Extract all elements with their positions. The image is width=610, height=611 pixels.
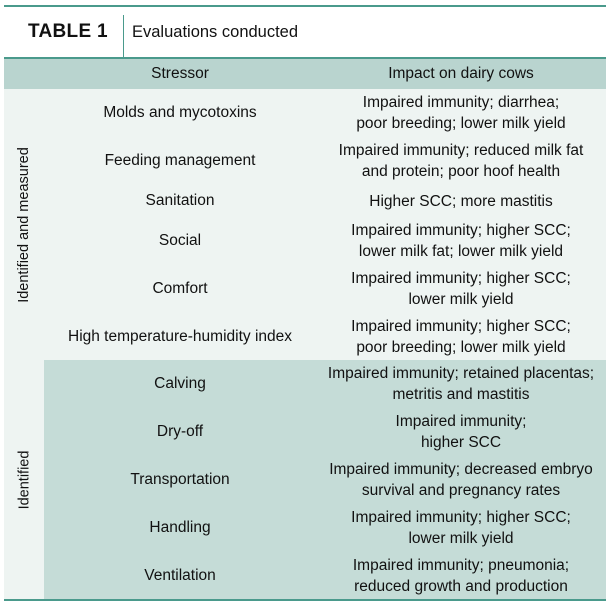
impact-line: survival and pregnancy rates	[361, 482, 561, 499]
impact-line: Impaired immunity; reduced milk fat	[338, 142, 584, 159]
table-row	[44, 137, 606, 185]
table-row	[44, 456, 606, 504]
stressor-cell: Social	[158, 232, 202, 249]
table-row	[44, 552, 606, 599]
impact-cell	[316, 411, 606, 453]
impact-cell	[316, 220, 606, 262]
impact-line: lower milk yield	[408, 291, 514, 308]
stressor-cell: Handling	[149, 519, 211, 536]
impact-line: Impaired immunity; higher SCC;	[351, 270, 571, 287]
impact-line: and protein; poor hoof health	[361, 163, 561, 180]
group-label	[4, 89, 44, 360]
group-identified-and-measured	[4, 89, 606, 360]
table-row	[44, 313, 606, 360]
stressor-cell: Dry-off	[156, 423, 204, 440]
impact-cell	[316, 140, 606, 182]
impact-cell	[316, 92, 606, 134]
impact-line: Impaired immunity; higher SCC;	[351, 509, 571, 526]
impact-line: Impaired immunity; retained placentas;	[327, 365, 595, 382]
stressor-cell: Comfort	[152, 280, 208, 297]
table-row	[44, 360, 606, 408]
stressor-cell: High temperature-humidity index	[68, 327, 292, 345]
group-label-text: Identified and measured	[16, 146, 33, 303]
impact-cell	[316, 459, 606, 501]
group-label	[4, 360, 44, 599]
header-impact: Impact on dairy cows	[388, 65, 534, 82]
stressor-cell: Molds and mycotoxins	[103, 104, 257, 121]
impact-line: poor breeding; lower milk yield	[356, 115, 566, 132]
table-row	[44, 185, 606, 217]
impact-line: lower milk yield	[408, 530, 514, 547]
group-identified	[4, 360, 606, 599]
impact-line: Impaired immunity; pneumonia;	[352, 556, 570, 574]
table-row	[44, 265, 606, 313]
impact-line: Impaired immunity; decreased embryo	[329, 461, 593, 478]
stressor-cell: Feeding management	[104, 152, 256, 169]
group-label-text: Identified	[16, 450, 33, 509]
group-rows	[44, 89, 606, 360]
impact-line: Impaired immunity; diarrhea;	[362, 94, 560, 111]
impact-cell	[316, 191, 606, 212]
table-title: Evaluations conducted	[132, 22, 299, 41]
stressor-cell: Calving	[154, 375, 206, 392]
header-spacer	[4, 59, 44, 89]
impact-line: poor breeding; lower milk yield	[356, 338, 566, 356]
title-bar	[4, 7, 606, 57]
impact-cell	[316, 555, 606, 597]
bottom-rule	[4, 599, 606, 601]
impact-line: Impaired immunity; higher SCC;	[351, 222, 571, 239]
impact-cell	[316, 363, 606, 405]
impact-cell	[316, 507, 606, 549]
header-row	[4, 57, 606, 89]
stressor-cell: Transportation	[130, 471, 230, 488]
impact-line: lower milk fat; lower milk yield	[358, 243, 564, 260]
impact-line: Impaired immunity; higher SCC;	[351, 317, 571, 335]
table-label: TABLE 1	[28, 21, 108, 42]
impact-line: higher SCC	[420, 434, 502, 451]
impact-line: Higher SCC; more mastitis	[369, 192, 553, 210]
impact-cell	[316, 316, 606, 358]
stressor-cell: Ventilation	[144, 566, 216, 584]
header-stressor: Stressor	[151, 65, 209, 82]
table-row	[44, 408, 606, 456]
impact-line: metritis and mastitis	[392, 386, 530, 403]
table-row	[44, 89, 606, 137]
group-rows	[44, 360, 606, 599]
stressor-cell: Sanitation	[145, 192, 215, 209]
table-row	[44, 217, 606, 265]
impact-line: reduced growth and production	[354, 577, 568, 595]
impact-line: Impaired immunity;	[395, 413, 527, 430]
impact-cell	[316, 268, 606, 310]
table-row	[44, 504, 606, 552]
